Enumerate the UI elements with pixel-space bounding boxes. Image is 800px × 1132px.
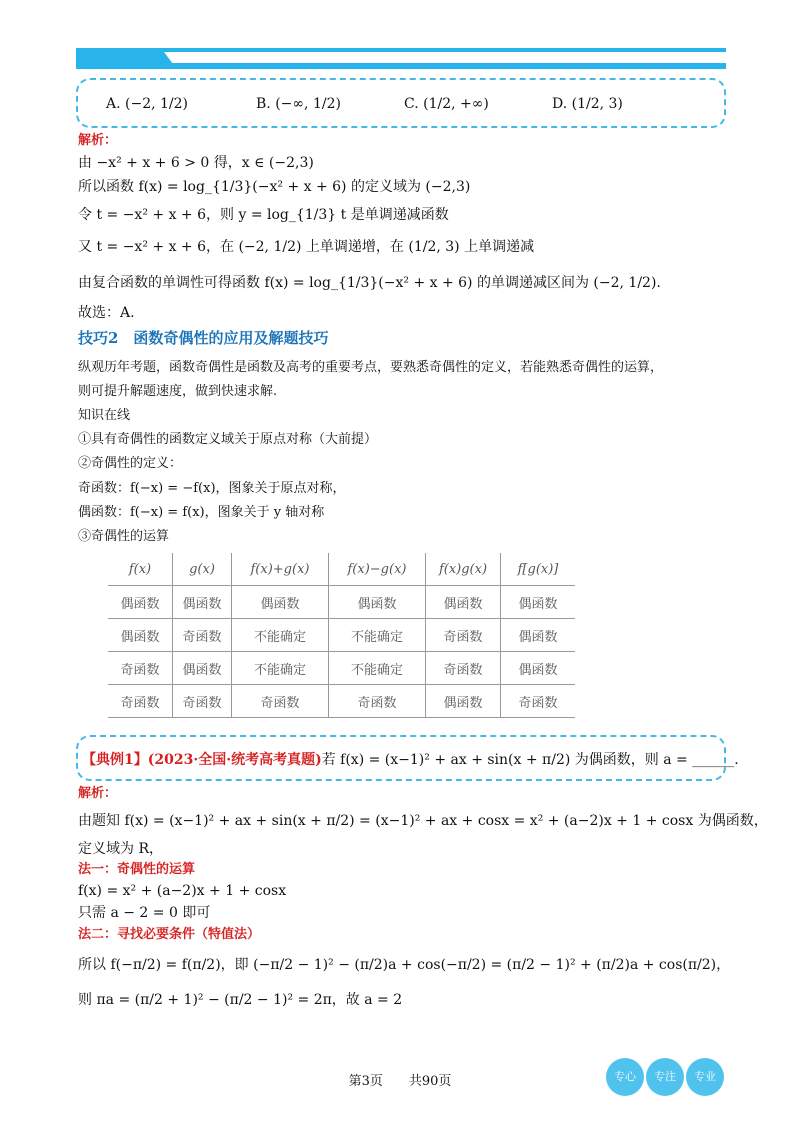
- table-cell: 偶函数: [426, 586, 501, 619]
- table-header: f(x): [108, 553, 173, 586]
- badge-zhuanye: 专业: [686, 1058, 724, 1096]
- solution-line: 则 πa = (π/2 + 1)² − (π/2 − 1)² = 2π，故 a = 2: [78, 992, 403, 1008]
- option-c: C. (1/2, +∞): [404, 96, 489, 112]
- table-cell: 不能确定: [329, 652, 426, 685]
- table-cell: 奇函数: [232, 685, 329, 718]
- header-decoration: [76, 48, 726, 70]
- table-cell: 不能确定: [232, 619, 329, 652]
- option-d: D. (1/2, 3): [552, 96, 623, 112]
- table-cell: 奇函数: [426, 652, 501, 685]
- solution-line: 由复合函数的单调性可得函数 f(x) = log_{1/3}(−x² + x + 6) 的单调递减区间为 (−2, 1/2).: [78, 275, 661, 291]
- knowledge-heading: 知识在线: [78, 408, 131, 423]
- knowledge-item: ①具有奇偶性的函数定义域关于原点对称（大前提）: [78, 432, 378, 447]
- solution-line: 由 −x² + x + 6 > 0 得，x ∈ (−2,3): [78, 155, 314, 171]
- method-heading: 法二：寻找必要条件（特值法）: [78, 927, 261, 942]
- table-cell: 偶函数: [173, 652, 232, 685]
- knowledge-item: 偶函数：f(−x) = f(x)，图象关于 y 轴对称: [78, 505, 325, 520]
- badge-zhuanxin: 专心: [606, 1058, 644, 1096]
- solution-line: 故选：A.: [78, 305, 135, 321]
- table-cell: 偶函数: [426, 685, 501, 718]
- section-title: 技巧2 函数奇偶性的应用及解题技巧: [78, 329, 329, 347]
- page-number: 第3页 共90页: [348, 1074, 452, 1089]
- table-header-row: [108, 553, 575, 586]
- solution-line: f(x) = x² + (a−2)x + 1 + cosx: [78, 883, 287, 899]
- table-cell: 偶函数: [501, 586, 576, 619]
- option-a: A. (−2, 1/2): [106, 96, 189, 112]
- table-cell: 不能确定: [329, 619, 426, 652]
- table-header: f(x)+g(x): [232, 553, 329, 586]
- table-row: [108, 652, 575, 685]
- example-box: [76, 735, 739, 781]
- section-intro: 纵观历年考题，函数奇偶性是函数及高考的重要考点，要熟悉奇偶性的定义，若能熟悉奇偶性的运算，: [78, 360, 664, 375]
- table-cell: 不能确定: [232, 652, 329, 685]
- solution-line: 又 t = −x² + x + 6，在 (−2, 1/2) 上单调递增，在 (1/2, 3) 上单调递减: [78, 239, 535, 255]
- solution-heading: 解析：: [78, 786, 118, 801]
- table-cell: 奇函数: [173, 685, 232, 718]
- example-label: 【典例1】: [82, 752, 148, 768]
- table-cell: 偶函数: [501, 652, 576, 685]
- example-source: (2023·全国·统考高考真题): [147, 752, 322, 768]
- table-row: [108, 685, 575, 718]
- knowledge-item: 奇函数：f(−x) = −f(x)，图象关于原点对称，: [78, 481, 346, 496]
- option-b: B. (−∞, 1/2): [256, 96, 341, 112]
- options-box: [76, 78, 726, 128]
- table-cell: 奇函数: [173, 619, 232, 652]
- table-header: g(x): [173, 553, 232, 586]
- solution-heading: 解析：: [78, 133, 118, 148]
- table-cell: 奇函数: [501, 685, 576, 718]
- table-cell: 偶函数: [173, 586, 232, 619]
- table-header: f(x)−g(x): [329, 553, 426, 586]
- example-question: 若 f(x) = (x−1)² + ax + sin(x + π/2) 为偶函数，则 a = ______.: [321, 752, 739, 768]
- table-cell: 偶函数: [329, 586, 426, 619]
- table-row: [108, 586, 575, 619]
- knowledge-item: ③奇偶性的运算: [78, 529, 170, 544]
- table-cell: 偶函数: [108, 586, 173, 619]
- section-intro: 则可提升解题速度，做到快速求解.: [78, 384, 278, 399]
- table-cell: 奇函数: [329, 685, 426, 718]
- table-cell: 奇函数: [108, 652, 173, 685]
- method-heading: 法一：奇偶性的运算: [78, 862, 196, 877]
- table-cell: 奇函数: [426, 619, 501, 652]
- table-cell: 偶函数: [501, 619, 576, 652]
- table-cell: 奇函数: [108, 685, 173, 718]
- solution-line: 由题知 f(x) = (x−1)² + ax + sin(x + π/2) = (x−1)² + ax + cosx = x² + (a−2)x + 1 + cosx 为偶函数，: [78, 813, 768, 829]
- table-cell: 偶函数: [232, 586, 329, 619]
- knowledge-item: ②奇偶性的定义：: [78, 456, 183, 471]
- solution-line: 定义域为 R，: [78, 841, 163, 857]
- solution-line: 只需 a − 2 = 0 即可: [78, 905, 211, 921]
- solution-line: 所以 f(−π/2) = f(π/2)，即 (−π/2 − 1)² − (π/2)a + cos(−π/2) = (π/2 − 1)² + (π/2)a + cos(π/2)，: [78, 957, 731, 973]
- solution-line: 所以函数 f(x) = log_{1/3}(−x² + x + 6) 的定义域为 (−2,3): [78, 179, 471, 195]
- table-cell: 偶函数: [108, 619, 173, 652]
- table-header: f(x)g(x): [426, 553, 501, 586]
- table-row: [108, 619, 575, 652]
- solution-line: 令 t = −x² + x + 6，则 y = log_{1/3} t 是单调递减函数: [78, 207, 449, 223]
- badge-zhuanzhu: 专注: [646, 1058, 684, 1096]
- table-header: f[g(x)]: [501, 553, 576, 586]
- parity-table: [108, 553, 575, 718]
